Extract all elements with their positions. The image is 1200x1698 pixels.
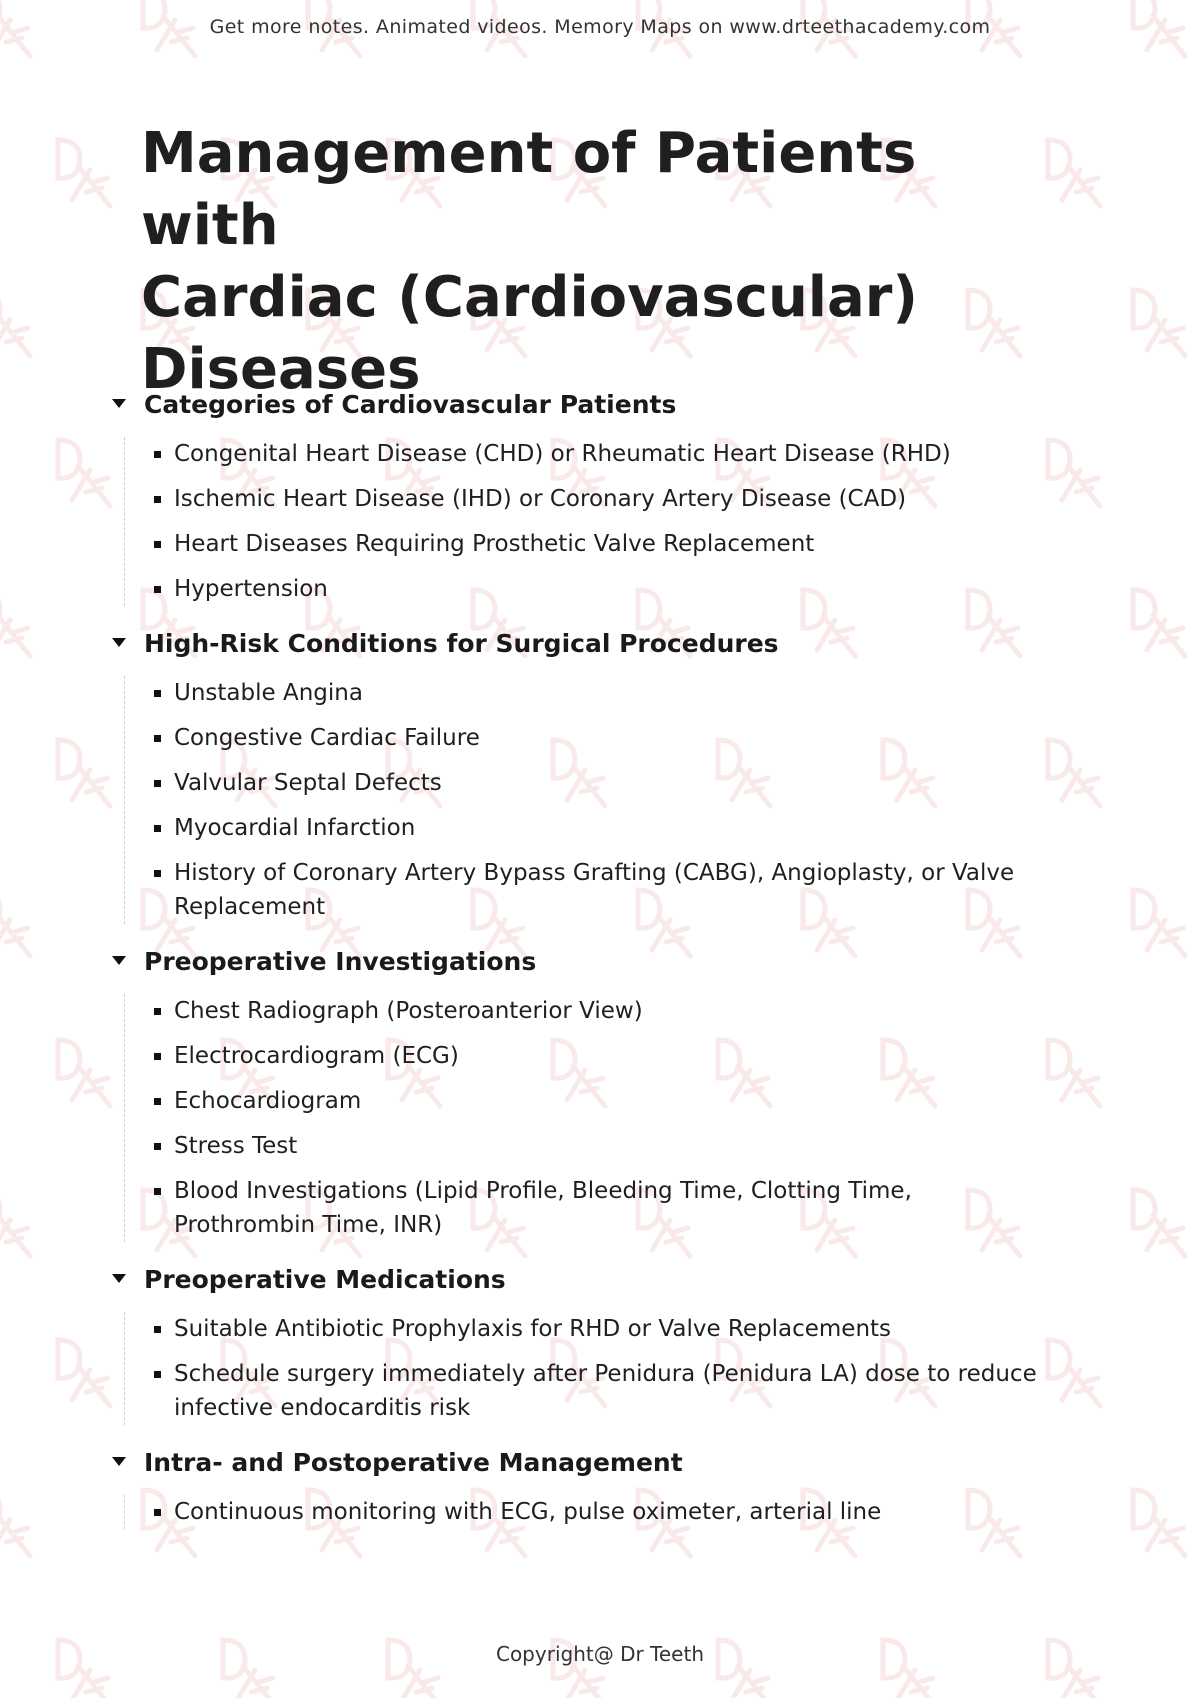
square-bullet-icon: [154, 541, 161, 548]
square-bullet-icon: [154, 1008, 161, 1015]
triangle-down-icon[interactable]: [112, 617, 138, 669]
section-heading[interactable]: [112, 378, 1042, 430]
list-item: [154, 721, 1042, 755]
triangle-down-icon[interactable]: [112, 1436, 138, 1488]
list-item: [154, 1312, 1042, 1346]
watermark-logo-icon: [1040, 1330, 1110, 1410]
list-item-text: Valvular Septal Defects: [174, 770, 442, 796]
watermark-logo-icon: [50, 730, 120, 810]
square-bullet-icon: [154, 870, 161, 877]
outline-section: [112, 1436, 1042, 1529]
list-item: [154, 572, 1042, 606]
header-promo-note: Get more notes. Animated videos. Memory Maps on www.drteethacademy.com: [209, 16, 991, 38]
square-bullet-icon: [154, 1098, 161, 1105]
page-title-line: Management of Patients with: [141, 121, 917, 258]
list-item-text: Stress Test: [174, 1133, 298, 1159]
list-item-text: History of Coronary Artery Bypass Grafting (CABG), Angioplasty, or Valve Replacement: [174, 860, 1015, 920]
watermark-logo-icon: [0, 1480, 40, 1560]
triangle-down-icon[interactable]: [112, 378, 138, 430]
square-bullet-icon: [154, 1188, 161, 1195]
list-item-text: Continuous monitoring with ECG, pulse oximeter, arterial line: [174, 1499, 882, 1525]
watermark-logo-icon: [0, 880, 40, 960]
watermark-logo-icon: [50, 130, 120, 210]
triangle-down-icon[interactable]: [112, 935, 138, 987]
section-item-list: [112, 1495, 1042, 1529]
watermark-logo-icon: [1125, 1180, 1195, 1260]
watermark-logo-icon: [1040, 130, 1110, 210]
outline-section: [112, 617, 1042, 924]
section-heading[interactable]: [112, 1436, 1042, 1488]
list-item: [154, 1039, 1042, 1073]
list-item-text: Schedule surgery immediately after Penidura (Penidura LA) dose to reduce infective endocarditis risk: [174, 1361, 1037, 1421]
list-item: [154, 1174, 1042, 1242]
page-title-line: Diseases: [141, 337, 421, 402]
section-item-list: [112, 676, 1042, 924]
list-item: [154, 766, 1042, 800]
watermark-logo-icon: [50, 430, 120, 510]
outline-content: [112, 378, 1042, 1540]
list-item: [154, 482, 1042, 516]
list-item: [154, 437, 1042, 471]
square-bullet-icon: [154, 1326, 161, 1333]
square-bullet-icon: [154, 690, 161, 697]
list-item-text: Hypertension: [174, 576, 328, 602]
list-item: [154, 994, 1042, 1028]
section-item-list: [112, 994, 1042, 1242]
list-item: [154, 676, 1042, 710]
section-item-list: [112, 437, 1042, 606]
section-title: Categories of Cardiovascular Patients: [144, 389, 677, 419]
section-heading[interactable]: [112, 1253, 1042, 1305]
section-heading[interactable]: [112, 935, 1042, 987]
watermark-logo-icon: [0, 1180, 40, 1260]
list-item: [154, 1495, 1042, 1529]
list-item-text: Electrocardiogram (ECG): [174, 1043, 459, 1069]
watermark-logo-icon: [1040, 430, 1110, 510]
watermark-logo-icon: [50, 1330, 120, 1410]
list-item-text: Chest Radiograph (Posteroanterior View): [174, 998, 643, 1024]
list-item: [154, 527, 1042, 561]
list-item-text: Echocardiogram: [174, 1088, 362, 1114]
watermark-logo-icon: [0, 580, 40, 660]
square-bullet-icon: [154, 586, 161, 593]
outline-section: [112, 378, 1042, 606]
watermark-logo-icon: [1040, 730, 1110, 810]
list-item: [154, 811, 1042, 845]
section-title: High-Risk Conditions for Surgical Procedures: [144, 628, 779, 658]
watermark-logo-icon: [1125, 280, 1195, 360]
outline-section: [112, 1253, 1042, 1425]
section-title: Preoperative Investigations: [144, 946, 537, 976]
section-item-list: [112, 1312, 1042, 1425]
list-item-text: Unstable Angina: [174, 680, 363, 706]
square-bullet-icon: [154, 1053, 161, 1060]
watermark-logo-icon: [1125, 1480, 1195, 1560]
square-bullet-icon: [154, 735, 161, 742]
watermark-logo-icon: [1125, 580, 1195, 660]
list-item-text: Congenital Heart Disease (CHD) or Rheumatic Heart Disease (RHD): [174, 441, 951, 467]
watermark-logo-icon: [0, 280, 40, 360]
list-item: [154, 1084, 1042, 1118]
square-bullet-icon: [154, 1509, 161, 1516]
page-title: [141, 118, 1041, 406]
square-bullet-icon: [154, 825, 161, 832]
section-title: Preoperative Medications: [144, 1264, 506, 1294]
footer-copyright: Copyright@ Dr Teeth: [495, 1642, 704, 1666]
list-item-text: Suitable Antibiotic Prophylaxis for RHD or Valve Replacements: [174, 1316, 892, 1342]
watermark-logo-icon: [1125, 880, 1195, 960]
list-item-text: Blood Investigations (Lipid Profile, Bleeding Time, Clotting Time, Prothrombin Time, INR): [174, 1178, 912, 1238]
section-title: Intra- and Postoperative Management: [144, 1447, 683, 1477]
list-item-text: Heart Diseases Requiring Prosthetic Valve Replacement: [174, 531, 815, 557]
square-bullet-icon: [154, 1143, 161, 1150]
page-title-line: Cardiac (Cardiovascular): [141, 265, 918, 330]
square-bullet-icon: [154, 780, 161, 787]
list-item-text: Ischemic Heart Disease (IHD) or Coronary Artery Disease (CAD): [174, 486, 907, 512]
triangle-down-icon[interactable]: [112, 1253, 138, 1305]
section-heading[interactable]: [112, 617, 1042, 669]
square-bullet-icon: [154, 451, 161, 458]
square-bullet-icon: [154, 1371, 161, 1378]
square-bullet-icon: [154, 496, 161, 503]
list-item-text: Myocardial Infarction: [174, 815, 416, 841]
list-item: [154, 1129, 1042, 1163]
outline-section: [112, 935, 1042, 1242]
list-item-text: Congestive Cardiac Failure: [174, 725, 480, 751]
watermark-logo-icon: [1040, 1030, 1110, 1110]
watermark-logo-icon: [50, 1030, 120, 1110]
list-item: [154, 1357, 1042, 1425]
list-item: [154, 856, 1042, 924]
